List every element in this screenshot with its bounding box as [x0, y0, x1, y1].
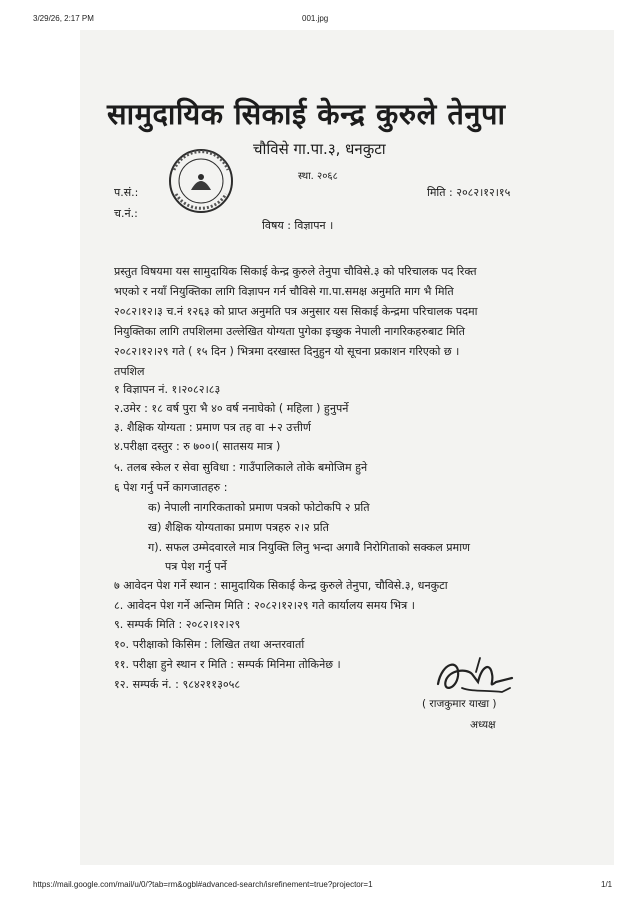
list-item: ८. आवेदन पेश गर्ने अन्तिम मिति : २०८२।१२।२९ गते कार्यालय समय भित्र ।: [114, 599, 415, 612]
list-item: १०. परीक्षाको किसिम : लिखित तथा अन्तरवार्ता: [114, 638, 305, 651]
organization-address: चौविसे गा.पा.३, धनकुटा: [253, 140, 386, 158]
established-year: स्था. २०६८: [298, 171, 338, 182]
handwritten-signature-icon: [432, 652, 522, 700]
body-line: प्रस्तुत विषयमा यस सामुदायिक सिकाई केन्द्र कुरुले तेनुपा चौविसे.३ को परिचालक पद रिक्त: [114, 265, 477, 278]
body-line: भएको र नयाँ नियुक्तिका लागि विज्ञापन गर्न चौविसे गा.पा.समक्ष अनुमति माग भै मिति: [114, 285, 454, 298]
signatory-role: अध्यक्ष: [470, 719, 496, 731]
sub-list-item: ग). सफल उम्मेदवारले मात्र नियुक्ति लिनु भन्दा अगावै निरोगिताको सक्कल प्रमाण: [148, 541, 471, 554]
sub-list-item: क) नेपाली नागरिकताको प्रमाण पत्रको फोटोकपि २ प्रति: [148, 501, 370, 514]
list-item: ६ पेश गर्नु पर्ने कागजातहरु :: [114, 481, 228, 494]
list-item: ७ आवेदन पेश गर्ने स्थान : सामुदायिक सिकाई केन्द्र कुरुले तेनुपा, चौविसे.३, धनकुटा: [114, 579, 448, 592]
list-item: ९. सम्पर्क मिति : २०८२।१२।२९: [114, 618, 241, 631]
print-datetime: 3/29/26, 2:17 PM: [33, 14, 94, 23]
signatory-name: ( राजकुमार याखा ): [422, 698, 497, 710]
reference-number: प.सं.:: [114, 186, 139, 199]
print-filename: 001.jpg: [302, 14, 329, 23]
list-item: ४.परीक्षा दस्तुर : रु ७००।( सातसय मात्र ): [114, 440, 281, 453]
list-item: १ विज्ञापन नं. १।२०८२।८३: [114, 383, 221, 396]
details-heading: तपशिल: [114, 365, 145, 378]
list-item: ५. तलब स्केल र सेवा सुविधा : गाउँपालिकाले तोके बमोजिम हुने: [114, 461, 368, 474]
print-footer-url: https://mail.google.com/mail/u/0/?tab=rm&ogbl#advanced-search/isrefinement=true?projector=1: [33, 880, 373, 889]
list-item: ११. परीक्षा हुने स्थान र मिति : सम्पर्क मिनिमा तोकिनेछ ।: [114, 658, 341, 671]
body-line: २०८२।१२।३ च.नं १२६३ को प्राप्त अनुमति पत्र अनुसार यस सिकाई केन्द्रमा परिचालक पदमा: [114, 305, 478, 318]
print-page-number: 1/1: [601, 880, 613, 889]
subject-line: विषय : विज्ञापन ।: [262, 219, 334, 232]
body-line: २०८२।१२।२९ गते ( १५ दिन ) भित्रमा दरखास्त दिनुहुन यो सूचना प्रकाशन गरिएको छ ।: [114, 345, 460, 358]
letter-date: मिति : २०८२।१२।१५: [427, 186, 511, 199]
dispatch-number: च.नं.:: [114, 207, 138, 220]
list-item: २.उमेर : १८ वर्ष पुरा भै ४० वर्ष ननाघेको ( महिला ) हुनुपर्ने: [114, 402, 349, 415]
body-line: नियुक्तिका लागि तपशिलमा उल्लेखित योग्यता पुगेका इच्छुक नेपाली नागरिकहरुबाट मिति: [114, 325, 465, 338]
seal-stamp-icon: [166, 146, 236, 216]
sub-list-item: पत्र पेश गर्नु पर्ने: [165, 560, 227, 573]
sub-list-item: ख) शैक्षिक योग्यताका प्रमाण पत्रहरु २।२ प्रति: [148, 521, 329, 534]
organization-name: सामुदायिक सिकाई केन्द्र कुरुले तेनुपा: [107, 97, 506, 131]
list-item: ३. शैक्षिक योग्यता : प्रमाण पत्र तह वा +२ उत्तीर्ण: [114, 421, 311, 434]
list-item: १२. सम्पर्क नं. : ९८४२११३०५८: [114, 678, 241, 691]
